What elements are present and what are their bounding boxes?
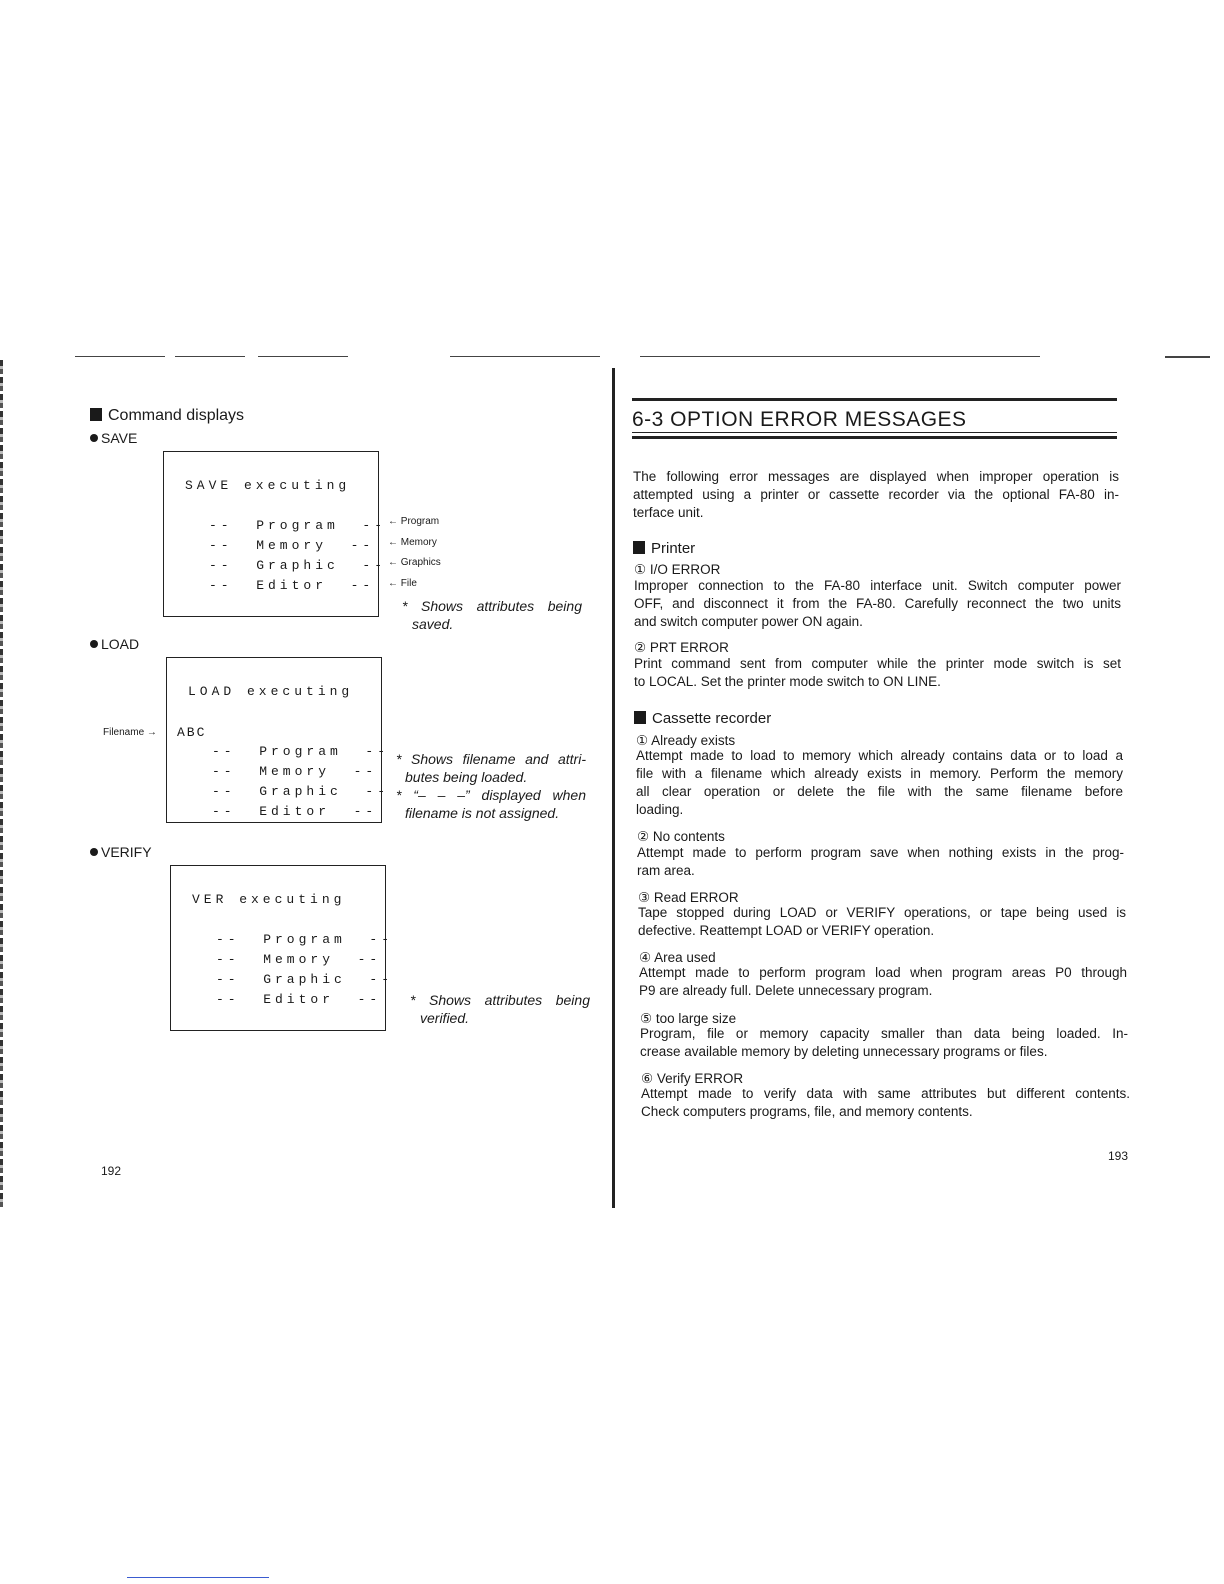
error-title-too-large: ⑤ too large size xyxy=(640,1011,737,1026)
error-body-too-large: Program, file or memory capacity smaller than data being loaded. In- crease available memory by deleting unnecessary programs or files. xyxy=(640,1026,1128,1059)
printer-heading: Printer xyxy=(633,540,695,557)
load-row-program: -- Program -- xyxy=(212,744,390,759)
error-body-area-used: Attempt made to perform program load when program areas P0 through P9 are already full. Delete unnecessary program. xyxy=(639,965,1127,998)
top-rule xyxy=(1165,356,1210,358)
page-number-right: 193 xyxy=(1108,1149,1129,1163)
save-screen-title: SAVE executing xyxy=(185,478,351,493)
page-title: 6-3 OPTION ERROR MESSAGES xyxy=(632,408,967,431)
top-rule xyxy=(75,356,165,357)
title-rule-thin xyxy=(632,432,1117,433)
load-screen-title: LOAD executing xyxy=(188,684,354,699)
error-title-io: ① I/O ERROR xyxy=(634,562,721,577)
command-displays-heading: Command displays xyxy=(90,407,244,425)
square-bullet-icon xyxy=(634,711,646,724)
save-heading: SAVE xyxy=(90,430,137,446)
save-screen xyxy=(163,451,387,617)
arrow-label-graphics: ← Graphics xyxy=(388,557,441,568)
top-rule xyxy=(640,356,1040,357)
verify-heading: VERIFY xyxy=(90,844,152,860)
top-rule xyxy=(258,356,348,357)
arrow-label-program: ← Program xyxy=(388,516,440,527)
square-bullet-icon xyxy=(90,408,102,421)
book-spine xyxy=(612,368,615,1208)
error-title-already-exists: ① Already exists xyxy=(636,733,736,748)
error-title-verify: ⑥ Verify ERROR xyxy=(641,1071,744,1086)
page-edge-scan xyxy=(0,360,3,1210)
load-filename: ABC xyxy=(177,725,207,740)
save-row-editor: -- Editor -- xyxy=(209,578,375,593)
bullet-icon xyxy=(90,848,98,856)
verify-note: * Shows attributes being verified. xyxy=(410,992,590,1026)
error-body-verify: Attempt made to verify data with same attributes but different contents. Check computers programs, file, and memory contents. xyxy=(641,1086,1130,1119)
page-number-left: 192 xyxy=(101,1164,122,1178)
verify-row-memory: -- Memory -- xyxy=(216,952,382,967)
error-body-io: Improper connection to the FA-80 interface unit. Switch computer power OFF, and disconnect it from the FA-80. Carefully reconnect the two units and switch computer power ON again. xyxy=(634,578,1121,629)
error-title-prt: ② PRT ERROR xyxy=(634,640,729,655)
load-screen xyxy=(166,657,390,823)
error-body-read: Tape stopped during LOAD or VERIFY operations, or tape being used is defective. Reattempt LOAD or VERIFY operation. xyxy=(638,905,1126,938)
load-row-memory: -- Memory -- xyxy=(212,764,378,779)
verify-row-graphic: -- Graphic -- xyxy=(216,972,394,987)
load-note: * Shows filename and attri- butes being loaded. * “– – –” displayed when filename is not assigned. xyxy=(396,751,586,821)
filename-label: Filename → xyxy=(103,727,157,738)
error-title-area-used: ④ Area used xyxy=(639,950,716,965)
verify-row-program: -- Program -- xyxy=(216,932,394,947)
verify-screen xyxy=(170,865,394,1031)
load-row-graphic: -- Graphic -- xyxy=(212,784,390,799)
error-body-no-contents: Attempt made to perform program save when nothing exists in the prog- ram area. xyxy=(637,845,1124,878)
save-row-memory: -- Memory -- xyxy=(209,538,375,553)
top-rule xyxy=(450,356,600,357)
square-bullet-icon xyxy=(633,541,645,554)
top-rule xyxy=(175,356,245,357)
arrow-label-file: ← File xyxy=(388,578,417,589)
load-heading: LOAD xyxy=(90,636,139,652)
bullet-icon xyxy=(90,640,98,648)
error-title-no-contents: ② No contents xyxy=(637,829,725,844)
bullet-icon xyxy=(90,434,98,442)
cassette-heading: Cassette recorder xyxy=(634,710,771,727)
load-row-editor: -- Editor -- xyxy=(212,804,378,819)
save-note: * Shows attributes being saved. xyxy=(402,598,582,632)
save-row-graphic: -- Graphic -- xyxy=(209,558,387,573)
save-row-program: -- Program -- xyxy=(209,518,387,533)
intro-paragraph: The following error messages are displayed when improper operation is attempted using a printer or cassette recorder via the optional FA-80 in- terface unit. xyxy=(633,469,1119,520)
error-title-read: ③ Read ERROR xyxy=(638,890,739,905)
title-rule-bottom xyxy=(632,436,1117,439)
underline-mark xyxy=(127,1577,269,1578)
error-body-prt: Print command sent from computer while the printer mode switch is set to LOCAL. Set the printer mode switch to ON LINE. xyxy=(634,656,1121,689)
title-rule-top xyxy=(632,398,1117,401)
error-body-already-exists: Attempt made to load to memory which already contains data or to load a file with a filename which already exists in memory. Perform the memory all clear operation or delete the file with the same filename before loading. xyxy=(636,748,1123,817)
verify-screen-title: VER executing xyxy=(192,892,346,907)
verify-row-editor: -- Editor -- xyxy=(216,992,382,1007)
arrow-label-memory: ← Memory xyxy=(388,537,437,548)
